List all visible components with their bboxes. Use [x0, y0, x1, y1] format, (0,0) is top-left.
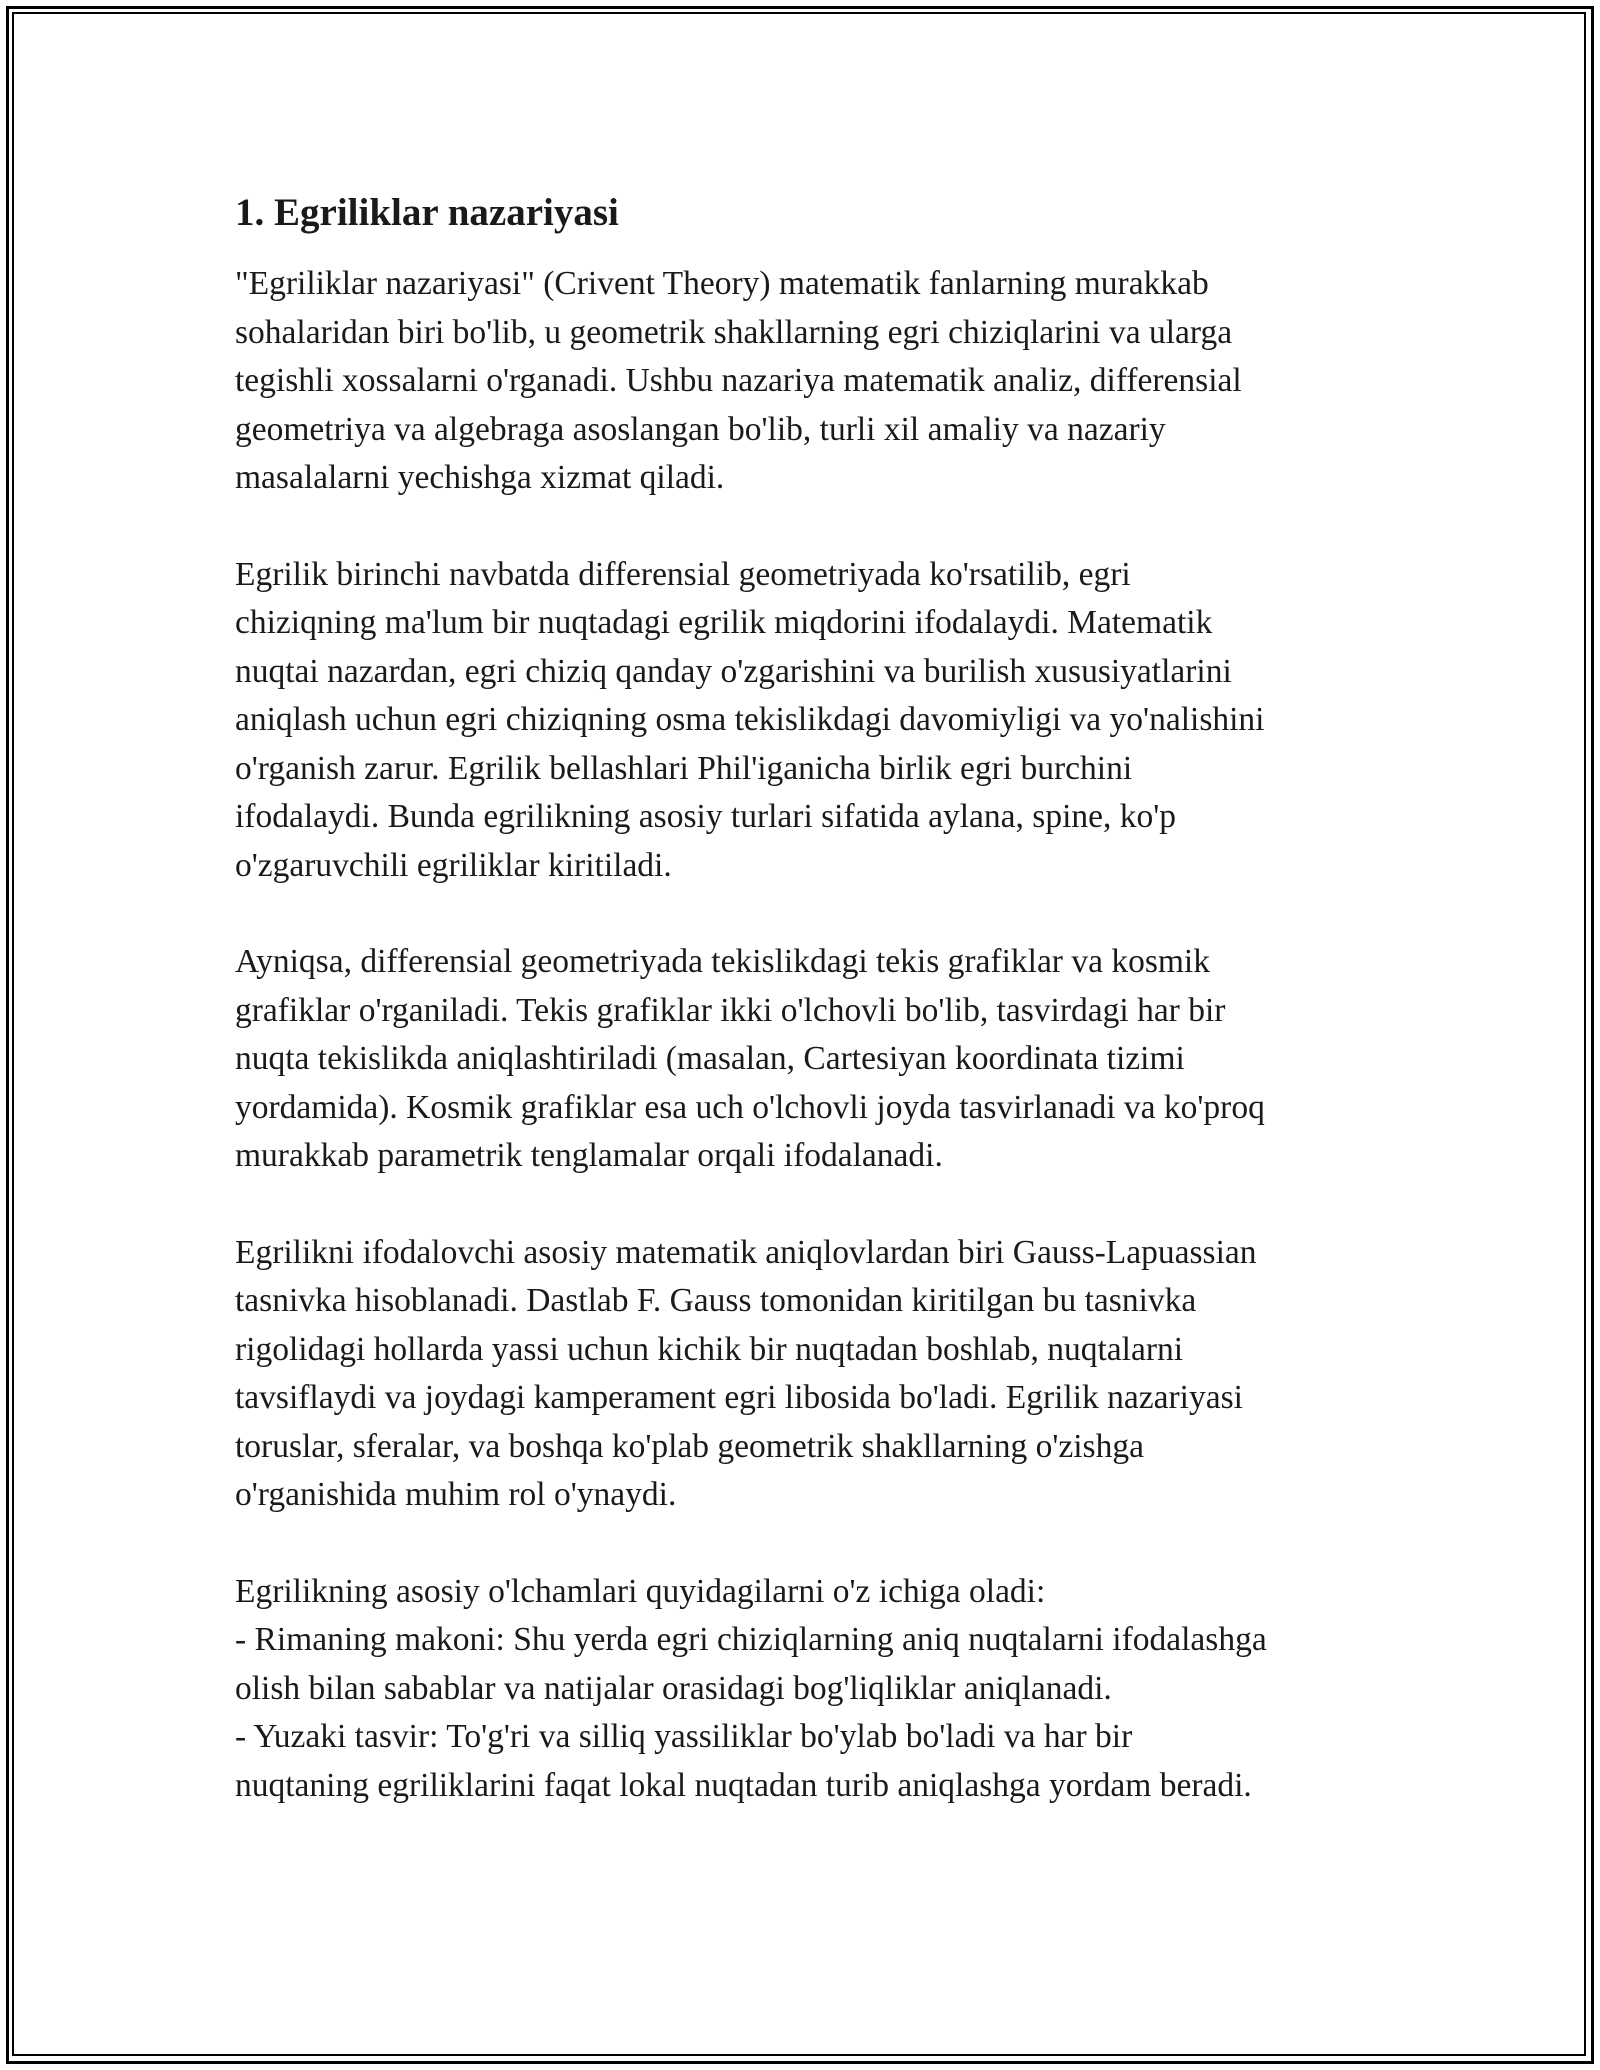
text-line: rigolidagi hollarda yassi uchun kichik bir nuqtadan boshlab, nuqtalarni — [235, 1330, 1184, 1368]
list-item: - Yuzaki tasvir: To'g'ri va silliq yassiliklar bo'ylab bo'ladi va har bir — [235, 1718, 1133, 1755]
text-line: nuqta tekislikda aniqlashtiriladi (masalan, Cartesiyan koordinata tizimi — [235, 1040, 1185, 1077]
text-line: nuqtaning egriliklarini faqat lokal nuqtadan turib aniqlashga yordam beradi. — [235, 1766, 1252, 1804]
text-line: Egrilikni ifodalovchi asosiy matematik aniqlovlardan biri Gauss-Lapuassian — [235, 1233, 1257, 1271]
text-line: sohalaridan biri bo'lib, u geometrik shakllarning egri chiziqlarini va ularga — [235, 313, 1233, 351]
text-line: murakkab parametrik tenglamalar orqali ifodalanadi. — [235, 1137, 943, 1174]
text-line: Egrilikning asosiy o'lchamlari quyidagilarni o'z ichiga oladi: — [235, 1572, 1046, 1610]
text-line: olish bilan sabablar va natijalar orasidagi bog'liqliklar aniqlanadi. — [235, 1669, 1112, 1707]
text-line: yordamida). Kosmik grafiklar esa uch o'lchovli joyda tasvirlanadi va ko'proq — [235, 1088, 1265, 1126]
text-line: Ayniqsa, differensial geometriyada tekislikdagi tekis grafiklar va kosmik — [235, 943, 1210, 980]
document-body — [235, 188, 1375, 1858]
text-line: o'rganishida muhim rol o'ynaydi. — [235, 1476, 677, 1513]
text-line: geometriya va algebraga asoslangan bo'lib, turli xil amaliy va nazariy — [235, 410, 1166, 448]
paragraph-4 — [235, 1229, 1375, 1520]
text-line: tavsiflaydi va joydagi kamperament egri libosida bo'ladi. Egrilik nazariyasi — [235, 1379, 1243, 1416]
paragraph-1 — [235, 260, 1375, 503]
text-line: aniqlash uchun egri chiziqning osma tekislikdagi davomiyligi va yo'nalishini — [235, 701, 1265, 738]
text-line: nuqtai nazardan, egri chiziq qanday o'zgarishini va burilish xususiyatlarini — [235, 652, 1232, 690]
section-heading: 1. Egriliklar nazariyasi — [235, 191, 619, 234]
text-line: o'zgaruvchili egriliklar kiritiladi. — [235, 846, 672, 884]
text-line: "Egriliklar nazariyasi" (Crivent Theory) matematik fanlarning murakkab — [235, 265, 1209, 302]
paragraph-5 — [235, 1568, 1375, 1811]
text-line: ifodalaydi. Bunda egrilikning asosiy turlari sifatida aylana, spine, ko'p — [235, 798, 1177, 835]
text-line: o'rganish zarur. Egrilik bellashlari Phil'iganicha birlik egri burchini — [235, 749, 1133, 787]
list-item: - Rimaning makoni: Shu yerda egri chiziqlarning aniq nuqtalarni ifodalashga — [235, 1621, 1267, 1658]
text-line: tasnivka hisoblanadi. Dastlab F. Gauss tomonidan kiritilgan bu tasnivka — [235, 1282, 1197, 1319]
text-line: toruslar, sferalar, va boshqa ko'plab geometrik shakllarning o'zishga — [235, 1427, 1144, 1465]
text-line: chiziqning ma'lum bir nuqtadagi egrilik miqdorini ifodalaydi. Matematik — [235, 604, 1213, 641]
text-line: Egrilik birinchi navbatda differensial geometriyada ko'rsatilib, egri — [235, 555, 1131, 593]
text-line: tegishli xossalarni o'rganadi. Ushbu nazariya matematik analiz, differensial — [235, 362, 1242, 399]
paragraph-2 — [235, 551, 1375, 891]
paragraph-3 — [235, 938, 1375, 1181]
text-line: masalalarni yechishga xizmat qiladi. — [235, 459, 725, 496]
text-line: grafiklar o'rganiladi. Tekis grafiklar ikki o'lchovli bo'lib, tasvirdagi har bir — [235, 991, 1226, 1029]
